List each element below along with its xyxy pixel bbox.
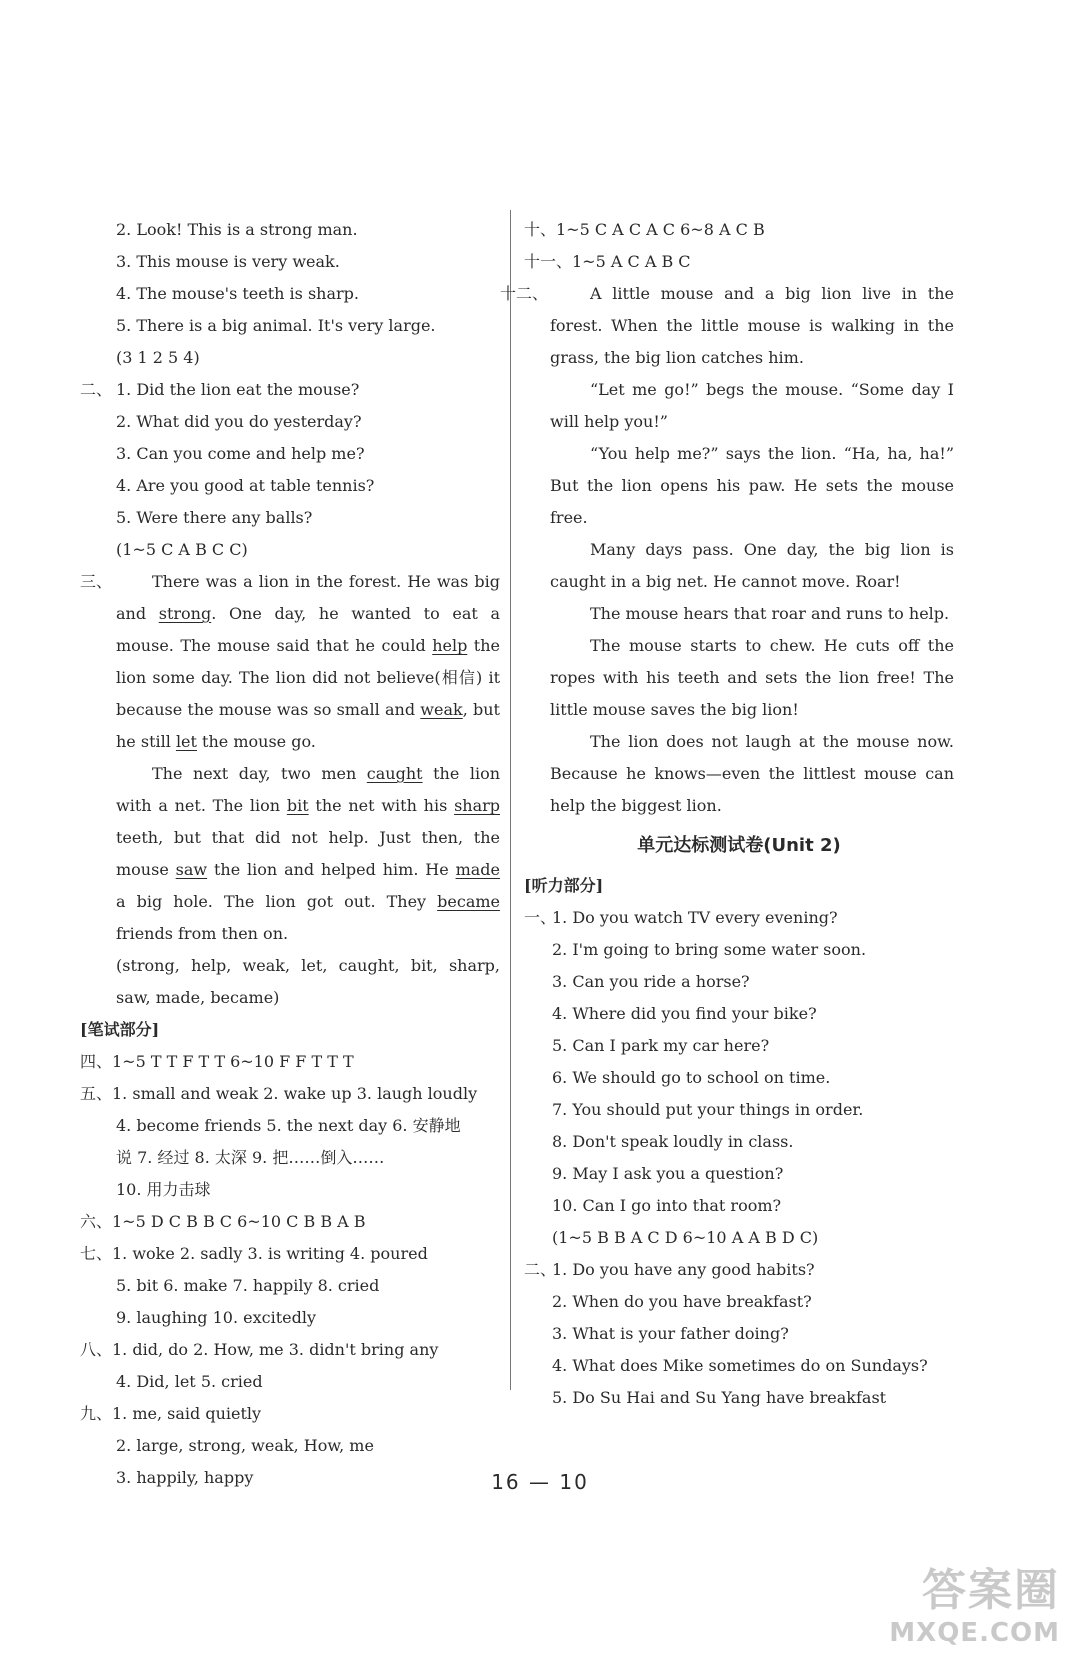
answer-line: (1~5 C A B C C) [116, 540, 248, 559]
story-paragraph: The mouse starts to chew. He cuts off the ropes with his teeth and sets the lion free! The little mouse saves the big lion! [550, 636, 954, 719]
answer-line: 9. laughing 10. excitedly [116, 1308, 317, 1327]
answer-line: 3. Can you come and help me? [116, 444, 365, 463]
blank-answer: became [437, 892, 500, 911]
answer-line: 十、1~5 C A C A C 6~8 A C B [524, 220, 765, 239]
story-paragraph: “Let me go!” begs the mouse. “Some day I will help you!” [550, 380, 954, 431]
answer-line: 2. When do you have breakfast? [552, 1292, 812, 1311]
answer-line: 4. The mouse's teeth is sharp. [116, 284, 359, 303]
answer-line: 4. What does Mike sometimes do on Sundays? [552, 1356, 928, 1375]
story-passage [524, 278, 954, 822]
text: the lion and helped him. He [207, 860, 456, 879]
watermark [889, 1554, 1060, 1648]
answer-line: 6. We should go to school on time. [552, 1068, 831, 1087]
answer-line: 九、1. me, said quietly [80, 1404, 262, 1423]
column-divider [510, 210, 511, 1390]
answer-line: 4. Where did you find your bike? [552, 1004, 817, 1023]
answer-line: 十一、1~5 A C A B C [524, 252, 691, 271]
blank-answer: saw [175, 860, 208, 879]
blank-answer: let [175, 732, 197, 751]
answer-line: 5. There is a big animal. It's very large. [116, 316, 436, 335]
text: a big hole. The lion got out. They [116, 892, 438, 911]
story-paragraph: Many days pass. One day, the big lion is caught in a big net. He cannot move. Roar! [550, 540, 954, 591]
blank-answer: strong [158, 604, 212, 623]
text: There was a lion in the forest. He was big and [116, 572, 500, 623]
text: , but he still [116, 700, 500, 751]
answer-line: (3 1 2 5 4) [116, 348, 200, 367]
text: the lion with a net. The lion [116, 764, 501, 815]
left-column [80, 214, 500, 1494]
answer-line: 5. bit 6. make 7. happily 8. cried [116, 1276, 380, 1295]
text: the mouse go. [196, 732, 316, 751]
answer-line: 2. Look! This is a strong man. [116, 220, 358, 239]
answer-line: 1. Do you watch TV every evening? [552, 908, 838, 927]
cloze-paragraph-2 [116, 758, 500, 950]
answer-line: 六、1~5 D C B B C 6~10 C B B A B [80, 1212, 366, 1231]
blank-answer: bit [286, 796, 309, 815]
section-san [80, 566, 500, 1014]
section-label: 十二、 [500, 284, 549, 303]
answer-line: 1. Do you have any good habits? [552, 1260, 815, 1279]
story-paragraph: A little mouse and a big lion live in the forest. When the little mouse is walking in the grass, the big lion catches him. [550, 284, 954, 367]
answer-line: 七、1. woke 2. sadly 3. is writing 4. poured [80, 1244, 428, 1263]
answer-line: 八、1. did, do 2. How, me 3. didn't bring any [80, 1340, 439, 1359]
cloze-answers: (strong, help, weak, let, caught, bit, sharp, saw, made, became) [116, 956, 500, 1007]
section-label: 三、 [80, 572, 113, 591]
answer-line: 3. happily, happy [116, 1468, 254, 1487]
blank-answer: caught [366, 764, 423, 783]
section-er [80, 374, 500, 406]
blank-answer: sharp [454, 796, 501, 815]
section-label: 二、 [524, 1260, 557, 1279]
page-number: 16 — 10 [491, 1470, 589, 1494]
blank-answer: help [432, 636, 468, 655]
answer-line: 5. Can I park my car here? [552, 1036, 770, 1055]
listening-section-heading: [听力部分] [524, 876, 604, 895]
text: the net with his [308, 796, 455, 815]
story-paragraph: The lion does not laugh at the mouse now. Because he knows—even the littlest mouse can help the biggest lion. [550, 732, 954, 815]
cloze-passage [80, 566, 500, 1014]
answer-line: 4. Are you good at table tennis? [116, 476, 375, 495]
answer-line: 说 7. 经过 8. 太深 9. 把……倒入…… [116, 1148, 385, 1167]
answer-line: 4. become friends 5. the next day 6. 安静地 [116, 1116, 461, 1135]
answer-line: 10. Can I go into that room? [552, 1196, 782, 1215]
answer-line: 2. large, strong, weak, How, me [116, 1436, 374, 1455]
section-shier [500, 278, 954, 822]
story-paragraph: The mouse hears that roar and runs to help. [590, 604, 950, 623]
blank-answer: weak [420, 700, 463, 719]
answer-line: 五、1. small and weak 2. wake up 3. laugh loudly [80, 1084, 478, 1103]
answer-line: 1. Did the lion eat the mouse? [116, 380, 360, 399]
right-column [500, 214, 954, 1414]
watermark-logo-text: 答案圈 [922, 1565, 1060, 1616]
answer-line: 4. Did, let 5. cried [116, 1372, 263, 1391]
answer-line: 5. Were there any balls? [116, 508, 313, 527]
cloze-paragraph-1 [116, 566, 500, 758]
section-label: 二、 [80, 380, 113, 399]
text: friends from then on. [116, 924, 289, 943]
answer-line: 7. You should put your things in order. [552, 1100, 864, 1119]
watermark-url: MXQE.COM [889, 1618, 1060, 1648]
blank-answer: made [455, 860, 500, 879]
answer-line: 9. May I ask you a question? [552, 1164, 784, 1183]
section-er2 [524, 1254, 954, 1286]
answer-line: 3. What is your father doing? [552, 1324, 789, 1343]
answer-line: 3. Can you ride a horse? [552, 972, 750, 991]
answer-line: 2. I'm going to bring some water soon. [552, 940, 867, 959]
text: teeth, but that did not help. Just then, the mouse [116, 828, 500, 879]
unit-test-title: 单元达标测试卷(Unit 2) [637, 835, 841, 856]
text: The next day, two men [152, 764, 367, 783]
answer-line: 10. 用力击球 [116, 1180, 211, 1199]
section-yi [524, 902, 954, 934]
story-paragraph: “You help me?” says the lion. “Ha, ha, ha!” But the lion opens his paw. He sets the mouse free. [550, 444, 954, 527]
text: . One day, he wanted to eat a mouse. The mouse said that he could [116, 604, 500, 655]
section-label: 一、 [524, 908, 557, 927]
answer-line: 5. Do Su Hai and Su Yang have breakfast [552, 1388, 887, 1407]
answer-line: 2. What did you do yesterday? [116, 412, 362, 431]
answer-line: (1~5 B B A C D 6~10 A A B D C) [552, 1228, 819, 1247]
answer-line: 8. Don't speak loudly in class. [552, 1132, 794, 1151]
answer-line: 四、1~5 T T F T T 6~10 F F T T T [80, 1052, 354, 1071]
text: the lion some day. The lion did not believe(相信) it because the mouse was so small and [116, 636, 500, 719]
written-section-heading: [笔试部分] [80, 1020, 160, 1039]
answer-line: 3. This mouse is very weak. [116, 252, 340, 271]
